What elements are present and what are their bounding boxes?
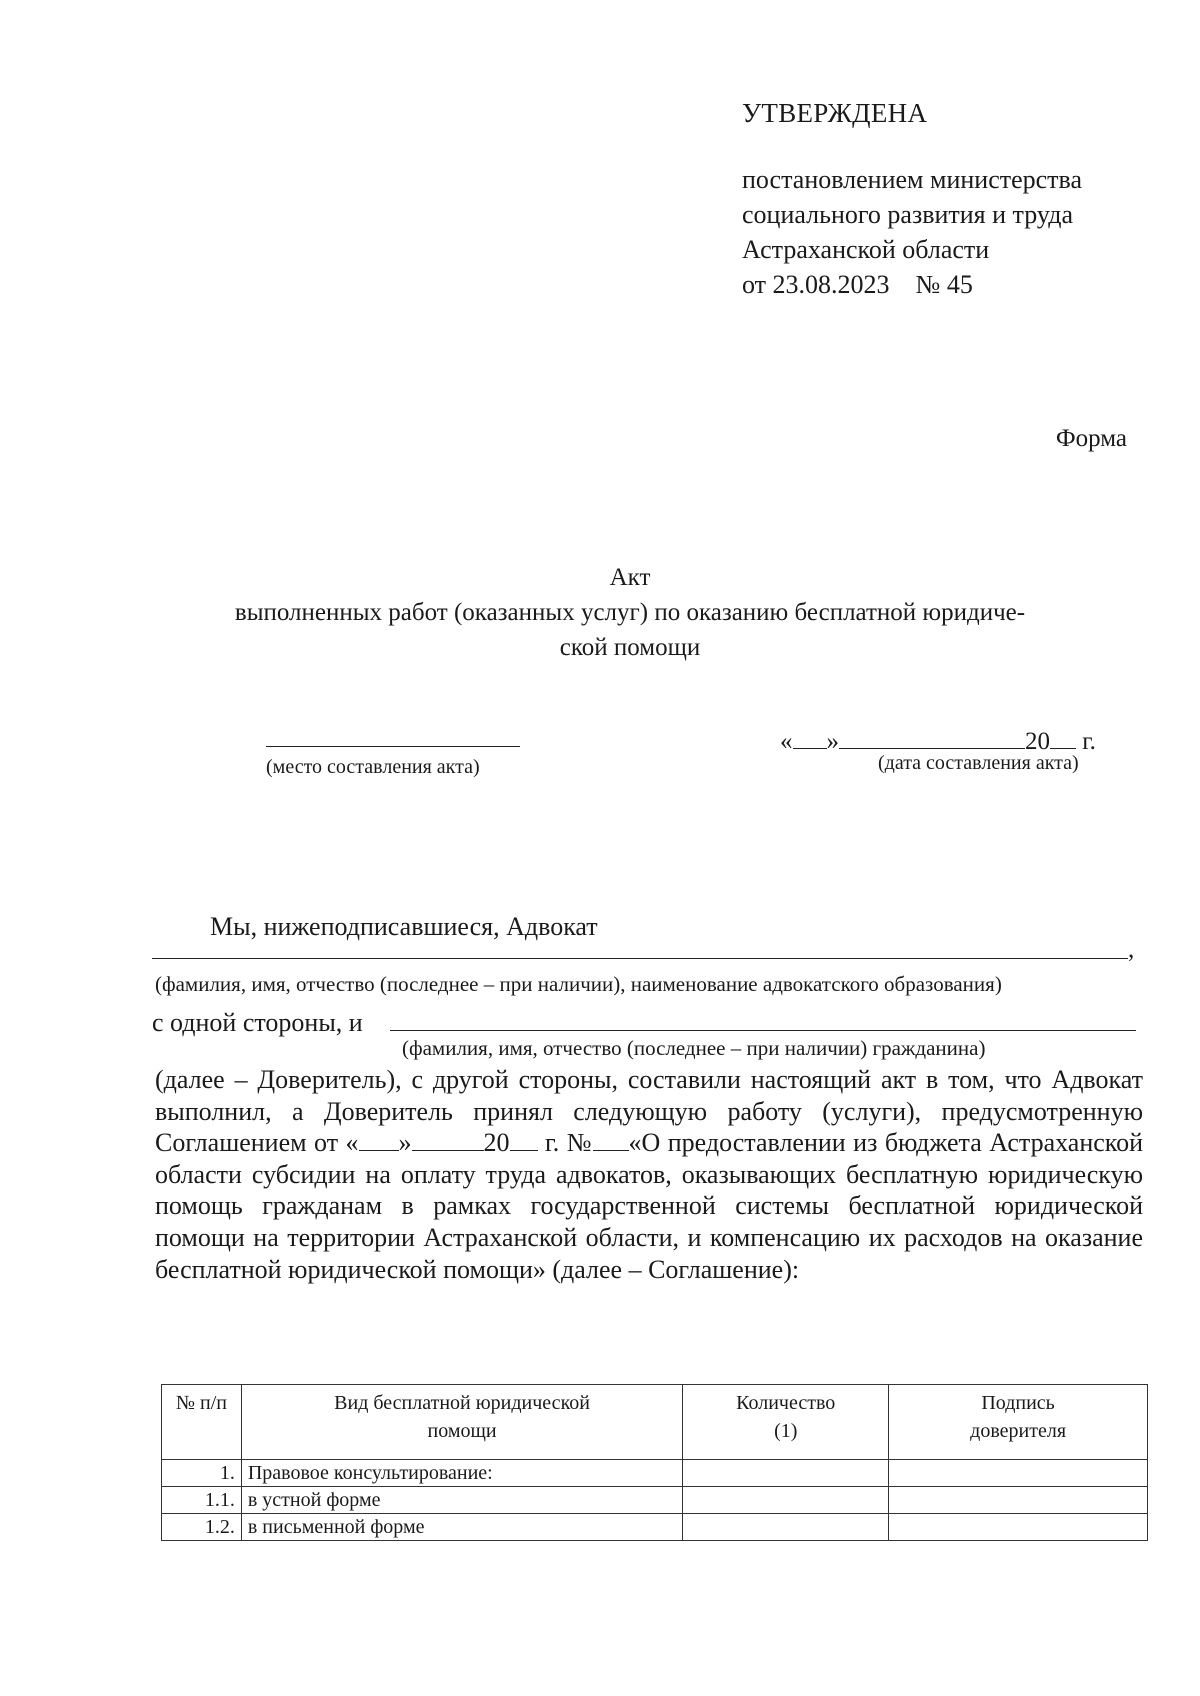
act-title: [200, 560, 1060, 665]
year-prefix: 20: [1025, 728, 1050, 755]
act-title-line: ской помощи: [559, 634, 701, 661]
agreement-year-blank: [510, 1130, 538, 1151]
table-row: [162, 1487, 1148, 1514]
paragraph-text: »: [398, 1128, 412, 1158]
date-caption: (дата составления акта): [878, 752, 1079, 774]
paragraph-text: 20: [483, 1128, 510, 1158]
row-quantity-cell: [683, 1514, 889, 1541]
agreement-month-blank: [412, 1130, 484, 1151]
paragraph-text: г. №: [545, 1128, 593, 1158]
one-side-text: с одной стороны, и: [152, 1008, 363, 1037]
agreement-number-blank: [593, 1130, 629, 1151]
approval-decree-date-number: от 23.08.2023 № 45: [742, 270, 973, 299]
agreement-day-blank: [359, 1130, 399, 1151]
act-title-line: Акт: [609, 564, 651, 591]
year-blank: [1050, 728, 1076, 749]
lawyer-comma: ,: [1128, 936, 1135, 963]
approval-line: Астраханской области: [742, 235, 990, 264]
lawyer-caption: (фамилия, имя, отчество (последнее – при наличии), наименование адвокатского образования): [155, 972, 1002, 996]
row-signature-cell: [889, 1514, 1148, 1541]
intro-we: Мы, нижеподписавшиеся, Адвокат: [210, 912, 598, 941]
date-close-quote: »: [826, 728, 839, 755]
row-number: 1.: [162, 1460, 242, 1487]
paragraph-text: (далее – Доверитель), с другой стороны, составили настоящий акт в том, что Адвокат выполнил, а Доверитель принял следующую работу (услуги), предусмотренную Соглашением от «: [155, 1065, 1143, 1158]
row-quantity-cell: [683, 1487, 889, 1514]
row-number: 1.1.: [162, 1487, 242, 1514]
approval-line: постановлением министерства: [742, 165, 1083, 194]
approval-title: УТВЕРЖДЕНА: [742, 98, 928, 128]
table-row: [162, 1514, 1148, 1541]
column-header-signature: Подпись доверителя: [889, 1385, 1148, 1460]
row-signature-cell: [889, 1487, 1148, 1514]
column-header-type: Вид бесплатной юридической помощи: [241, 1385, 682, 1460]
day-blank: [793, 728, 827, 749]
services-table: [161, 1384, 1148, 1541]
year-suffix: г.: [1082, 728, 1096, 755]
paragraph-text: «О предоставлении из бюджета Астраханской области субсидии на оплату труда адвокатов, оказывающих бесплатную юридическую помощь гражданам в рамках государственной системы бесплатной юридической помощи на территории Астраханской области, и компенсацию их расходов на оказание бесплатной юридической помощи» (далее – Соглашение):: [155, 1128, 1144, 1284]
lawyer-blank-line: [152, 958, 1128, 959]
row-service-type: Правовое консультирование:: [241, 1460, 682, 1487]
row-quantity-cell: [683, 1460, 889, 1487]
column-header-quantity: Количество (1): [683, 1385, 889, 1460]
row-number: 1.2.: [162, 1514, 242, 1541]
month-blank: [839, 728, 1025, 749]
place-caption: (место составления акта): [266, 756, 480, 778]
table-row: [162, 1460, 1148, 1487]
row-service-type: в устной форме: [241, 1487, 682, 1514]
column-header-number: № п/п: [162, 1385, 242, 1460]
form-label: Форма: [1055, 425, 1127, 452]
act-title-line: выполненных работ (оказанных услуг) по оказанию бесплатной юридиче-: [234, 599, 1026, 626]
row-signature-cell: [889, 1460, 1148, 1487]
approval-line: социального развития и труда: [742, 200, 1074, 229]
table-header-row: [162, 1385, 1148, 1460]
act-body-paragraph: [155, 1064, 1143, 1285]
place-blank-line: [266, 746, 520, 747]
date-open-quote: «: [780, 728, 793, 755]
row-service-type: в письменной форме: [241, 1514, 682, 1541]
citizen-caption: (фамилия, имя, отчество (последнее – при наличии) гражданина): [402, 1036, 986, 1060]
citizen-blank-line: [390, 1030, 1136, 1031]
